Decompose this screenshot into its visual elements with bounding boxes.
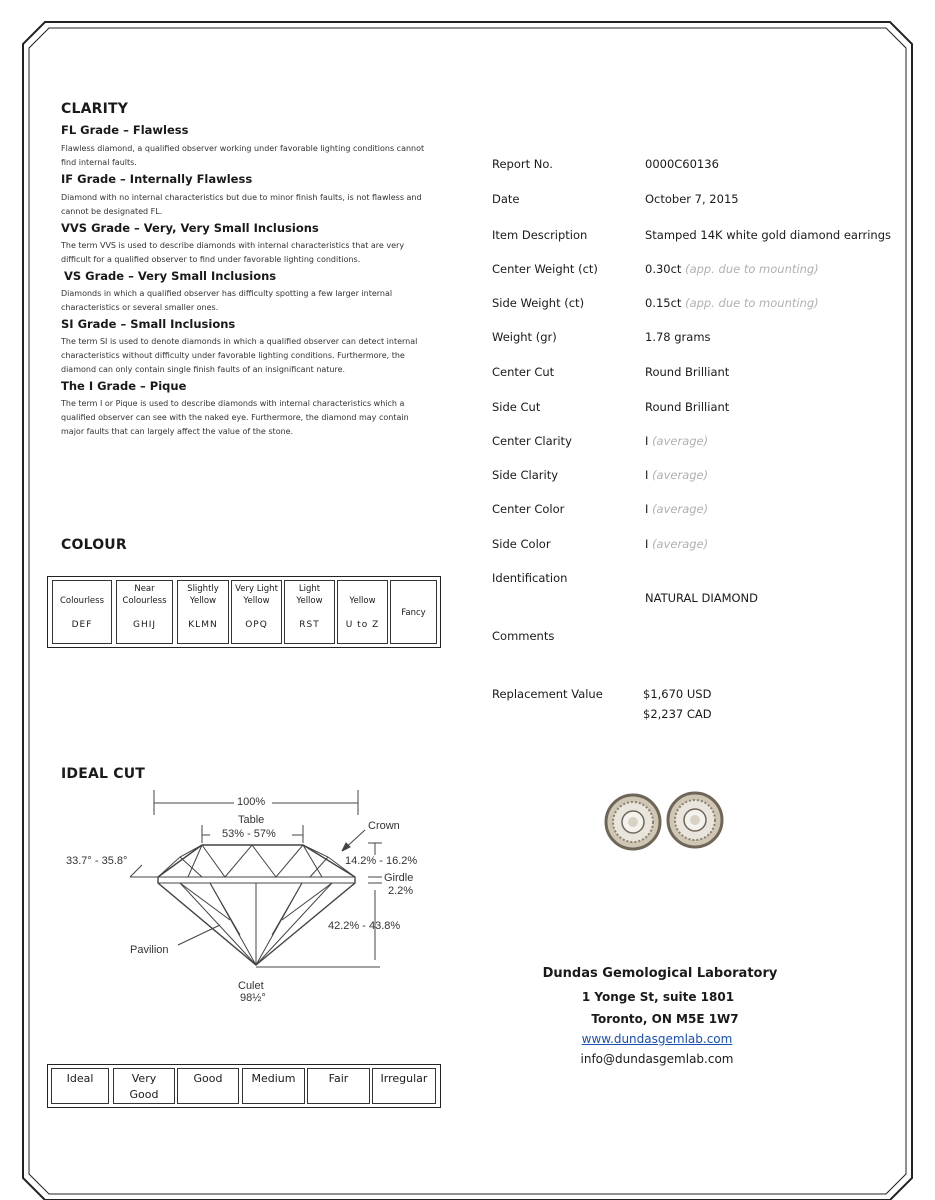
grade-if-name: IF Grade – Internally Flawless xyxy=(61,172,253,186)
grade-i-desc: The term I or Pique is used to describe diamonds with internal characteristics which a qualified observer can see with the naked eye. Furthermore, the diamond may contain major faults that can largely affect the value of the stone. xyxy=(61,399,409,436)
diagram-table-range: 53% - 57% xyxy=(222,828,276,840)
colour-cell-slightly-yellow: Slightly Yellow KLMN xyxy=(177,580,229,644)
cut-cell-irregular: Irregular xyxy=(372,1068,436,1104)
center-color-value: I (average) xyxy=(645,502,709,516)
grade-vs-desc: Diamonds in which a qualified observer has difficulty spotting a few larger internal characteristics or several smaller ones. xyxy=(61,289,393,312)
diagram-crown-height: 14.2% - 16.2% xyxy=(345,855,418,867)
grade-fl-desc: Flawless diamond, a qualified observer working under favorable lighting conditions cannot find internal faults. xyxy=(61,144,425,167)
colour-cell-colourless: Colourless DEF xyxy=(52,580,112,644)
weight-gr-label: Weight (gr) xyxy=(492,330,557,344)
grade-vvs-name: VVS Grade – Very, Very Small Inclusions xyxy=(61,221,319,235)
grade-fl-name: FL Grade – Flawless xyxy=(61,123,189,137)
side-weight-note: (app. due to mounting) xyxy=(685,296,819,310)
lab-name: Dundas Gemological Laboratory xyxy=(542,966,778,981)
center-clarity-note: (average) xyxy=(652,434,709,448)
date-value: October 7, 2015 xyxy=(645,192,739,206)
cut-cell-good: Good xyxy=(177,1068,239,1104)
report-no-label: Report No. xyxy=(492,157,553,171)
center-cut-label: Center Cut xyxy=(492,365,555,379)
diagram-culet-label: Culet xyxy=(238,980,264,992)
earrings-photo xyxy=(600,790,730,860)
cut-cell-ideal: Ideal xyxy=(51,1068,109,1104)
date-label: Date xyxy=(492,192,520,206)
report-no-value: 0000C60136 xyxy=(645,157,719,171)
diagram-pavilion-depth: 42.2% - 43.8% xyxy=(328,920,401,932)
diagram-culet-value: 98½° xyxy=(240,992,266,1004)
cut-cell-medium: Medium xyxy=(242,1068,305,1104)
item-description-label: Item Description xyxy=(492,228,588,242)
center-clarity-label: Center Clarity xyxy=(492,434,572,448)
diagram-width-label: 100% xyxy=(237,796,266,808)
side-color-note: (average) xyxy=(652,537,709,551)
center-weight-value: 0.30ct (app. due to mounting) xyxy=(645,262,819,276)
replacement-cad: $2,237 CAD xyxy=(643,707,712,721)
diagram-crown-angle: 33.7° - 35.8° xyxy=(66,855,128,867)
cut-cell-very-good: Very Good xyxy=(113,1068,175,1104)
grade-si-desc: The term SI is used to denote diamonds in which a qualified observer can detect internal characteristics without difficulty under favorable lighting conditions. Furthermore, the diamond can only contain single finish faults of an insignificant nature. xyxy=(61,337,418,374)
side-clarity-label: Side Clarity xyxy=(492,468,559,482)
side-cut-value: Round Brilliant xyxy=(645,400,730,414)
replacement-value-label: Replacement Value xyxy=(492,687,603,701)
cut-cell-fair: Fair xyxy=(307,1068,370,1104)
diagram-pavilion-label: Pavilion xyxy=(130,944,169,956)
side-clarity-value: I (average) xyxy=(645,468,709,482)
diagram-girdle-value: 2.2% xyxy=(388,885,414,897)
clarity-title: CLARITY xyxy=(61,101,129,117)
diagram-girdle-label: Girdle xyxy=(384,872,414,884)
identification-label: Identification xyxy=(492,571,568,585)
diagram-table-label: Table xyxy=(238,814,265,826)
lab-email[interactable]: info@dundasgemlab.com xyxy=(580,1052,734,1066)
center-clarity-value: I (average) xyxy=(645,434,709,448)
colour-cell-yellow: Yellow U to Z xyxy=(337,580,388,644)
colour-cell-fancy: Fancy xyxy=(390,580,437,644)
side-clarity-note: (average) xyxy=(652,468,709,482)
lab-address-1: 1 Yonge St, suite 1801 xyxy=(581,990,735,1004)
grade-vs-name: VS Grade – Very Small Inclusions xyxy=(64,269,277,283)
grade-i-name: The I Grade – Pique xyxy=(61,379,187,393)
item-description-value: Stamped 14K white gold diamond earrings xyxy=(645,228,892,242)
side-cut-label: Side Cut xyxy=(492,400,541,414)
ideal-cut-title: IDEAL CUT xyxy=(61,766,146,782)
side-color-label: Side Color xyxy=(492,537,551,551)
colour-cell-very-light-yellow: Very Light Yellow OPQ xyxy=(231,580,282,644)
side-color-value: I (average) xyxy=(645,537,709,551)
replacement-usd: $1,670 USD xyxy=(643,687,712,701)
colour-cell-light-yellow: Light Yellow RST xyxy=(284,580,335,644)
center-weight-note: (app. due to mounting) xyxy=(685,262,819,276)
weight-gr-value: 1.78 grams xyxy=(645,330,711,344)
colour-cell-near-colourless: Near Colourless GHIJ xyxy=(116,580,173,644)
side-weight-value: 0.15ct (app. due to mounting) xyxy=(645,296,819,310)
center-weight-label: Center Weight (ct) xyxy=(492,262,598,276)
colour-title: COLOUR xyxy=(61,537,127,553)
lab-website-link[interactable]: www.dundasgemlab.com xyxy=(581,1032,733,1046)
lab-address-2: Toronto, ON M5E 1W7 xyxy=(591,1012,739,1026)
diagram-crown-label: Crown xyxy=(368,820,400,832)
grade-if-desc: Diamond with no internal characteristics but due to minor finish faults, is not flawless and cannot be designated FL. xyxy=(61,193,422,216)
grade-vvs-desc: The term VVS is used to describe diamonds with internal characteristics that are very difficult for a qualified observer to find under favorable lighting conditions. xyxy=(61,241,405,264)
side-weight-label: Side Weight (ct) xyxy=(492,296,585,310)
center-cut-value: Round Brilliant xyxy=(645,365,730,379)
center-color-note: (average) xyxy=(652,502,709,516)
comments-label: Comments xyxy=(492,629,555,643)
center-color-label: Center Color xyxy=(492,502,565,516)
grade-si-name: SI Grade – Small Inclusions xyxy=(61,317,236,331)
identification-value: NATURAL DIAMOND xyxy=(645,591,759,605)
